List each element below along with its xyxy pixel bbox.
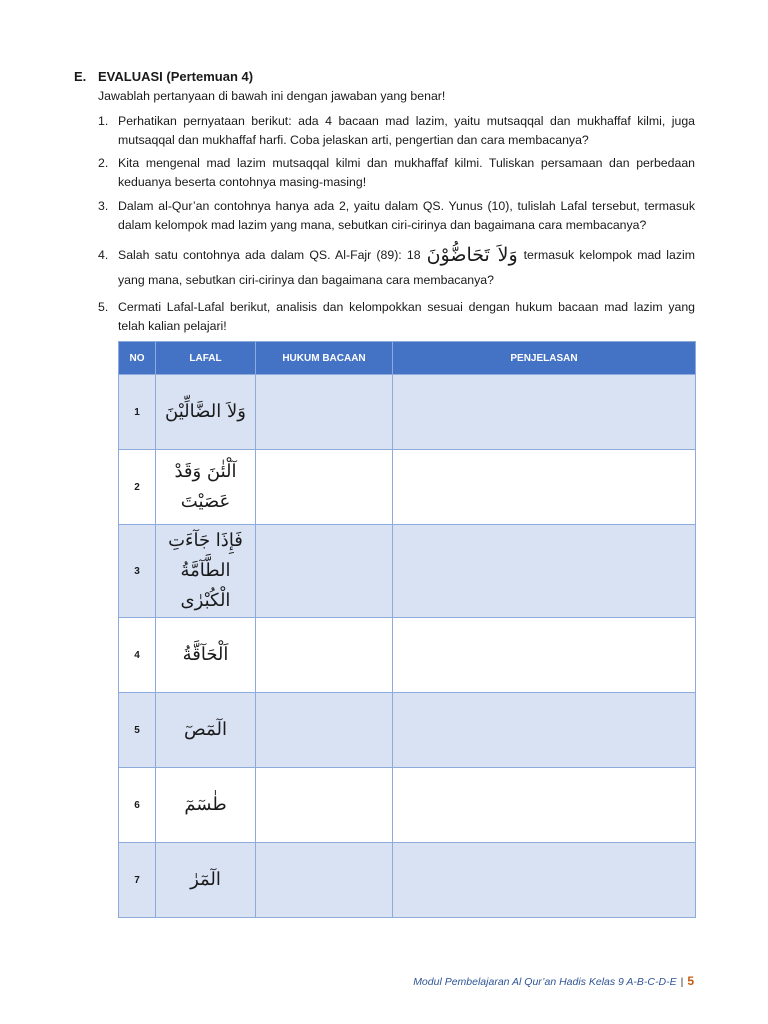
table-row — [119, 618, 696, 693]
question-number: 5. — [98, 300, 109, 314]
hukum-bacaan-cell[interactable] — [256, 450, 393, 525]
header-penjelasan: PENJELASAN — [393, 342, 696, 375]
question-number: 1. — [98, 114, 109, 128]
question-text-before: Salah satu contohnya ada dalam QS. Al-Fajr (89): 18 — [118, 248, 421, 262]
row-number: 5 — [119, 693, 156, 768]
row-number: 7 — [119, 843, 156, 918]
lafal-cell: فَإِذَا جَآءَتِ الطَّآمَّةُ الْكُبْرٰى — [156, 525, 256, 618]
question-text: Perhatikan pernyataan berikut: ada 4 bacaan mad lazim, yaitu mutsaqqal dan mukhaffaf kilmi, juga mutsaqqal dan mukhaffaf harfi. Coba jelaskan arti, pengertian dan cara membacanya? — [118, 114, 695, 147]
table-row — [119, 843, 696, 918]
question-4 — [98, 243, 695, 293]
section-heading — [74, 69, 253, 84]
penjelasan-cell[interactable] — [393, 693, 696, 768]
penjelasan-cell[interactable] — [393, 768, 696, 843]
penjelasan-cell[interactable] — [393, 525, 696, 618]
header-no: NO — [119, 342, 156, 375]
table-row — [119, 375, 696, 450]
lafal-cell: الٓمٓصٓ — [156, 693, 256, 768]
row-number: 4 — [119, 618, 156, 693]
question-3 — [98, 197, 695, 235]
section-letter: E. — [74, 69, 87, 84]
penjelasan-cell[interactable] — [393, 375, 696, 450]
question-5 — [98, 298, 695, 336]
footer-module-title: Modul Pembelajaran Al Qur’an Hadis Kelas 9 A-B-C-D-E — [413, 976, 677, 988]
question-number: 2. — [98, 156, 109, 170]
hukum-bacaan-cell[interactable] — [256, 693, 393, 768]
question-number: 3. — [98, 199, 109, 213]
table-row — [119, 768, 696, 843]
row-number: 2 — [119, 450, 156, 525]
page-footer — [413, 974, 694, 988]
table-row — [119, 693, 696, 768]
question-text: Cermati Lafal-Lafal berikut, analisis dan kelompokkan sesuai dengan hukum bacaan mad lazim yang telah kalian pelajari! — [118, 300, 695, 333]
question-1 — [98, 112, 695, 150]
table-header-row — [119, 342, 696, 375]
footer-separator: | — [680, 976, 684, 988]
question-text-after: termasuk kelompok mad lazim yang mana, sebutkan ciri-cirinya dan bagaimana cara membacanya? — [118, 248, 695, 287]
row-number: 3 — [119, 525, 156, 618]
header-hukum-bacaan: HUKUM BACAAN — [256, 342, 393, 375]
hukum-bacaan-cell[interactable] — [256, 768, 393, 843]
row-number: 6 — [119, 768, 156, 843]
table-row — [119, 525, 696, 618]
row-number: 1 — [119, 375, 156, 450]
hukum-bacaan-cell[interactable] — [256, 618, 393, 693]
lafal-cell: الٓمٓرٰ — [156, 843, 256, 918]
penjelasan-cell[interactable] — [393, 450, 696, 525]
evaluation-table — [118, 341, 696, 918]
lafal-cell: آلْئٰنَ وَقَدْ عَصَيْتَ — [156, 450, 256, 525]
hukum-bacaan-cell[interactable] — [256, 843, 393, 918]
hukum-bacaan-cell[interactable] — [256, 525, 393, 618]
question-number: 4. — [98, 248, 109, 262]
instruction-text: Jawablah pertanyaan di bawah ini dengan jawaban yang benar! — [98, 89, 446, 103]
lafal-cell: طٰسٓمٓ — [156, 768, 256, 843]
lafal-cell: اَلْحَآقَّةُ — [156, 618, 256, 693]
question-2 — [98, 154, 695, 192]
page-number: 5 — [687, 974, 694, 988]
question-text: Kita mengenal mad lazim mutsaqqal kilmi dan mukhaffaf kilmi. Tuliskan persamaan dan perbedaan keduanya beserta contohnya masing-masing! — [118, 156, 695, 189]
header-lafal: LAFAL — [156, 342, 256, 375]
hukum-bacaan-cell[interactable] — [256, 375, 393, 450]
lafal-cell: وَلاَ الضَّالِّيْنَ — [156, 375, 256, 450]
penjelasan-cell[interactable] — [393, 618, 696, 693]
question-text: Dalam al-Qur’an contohnya hanya ada 2, yaitu dalam QS. Yunus (10), tulislah Lafal tersebut, termasuk dalam kelompok mad lazim yang mana, sebutkan ciri-cirinya dan bagaimana cara membacanya? — [118, 199, 695, 232]
penjelasan-cell[interactable] — [393, 843, 696, 918]
table-row — [119, 450, 696, 525]
arabic-verse: وَلاَ تَحَاضُّوْنَ — [426, 244, 518, 266]
section-title: EVALUASI (Pertemuan 4) — [98, 69, 254, 84]
